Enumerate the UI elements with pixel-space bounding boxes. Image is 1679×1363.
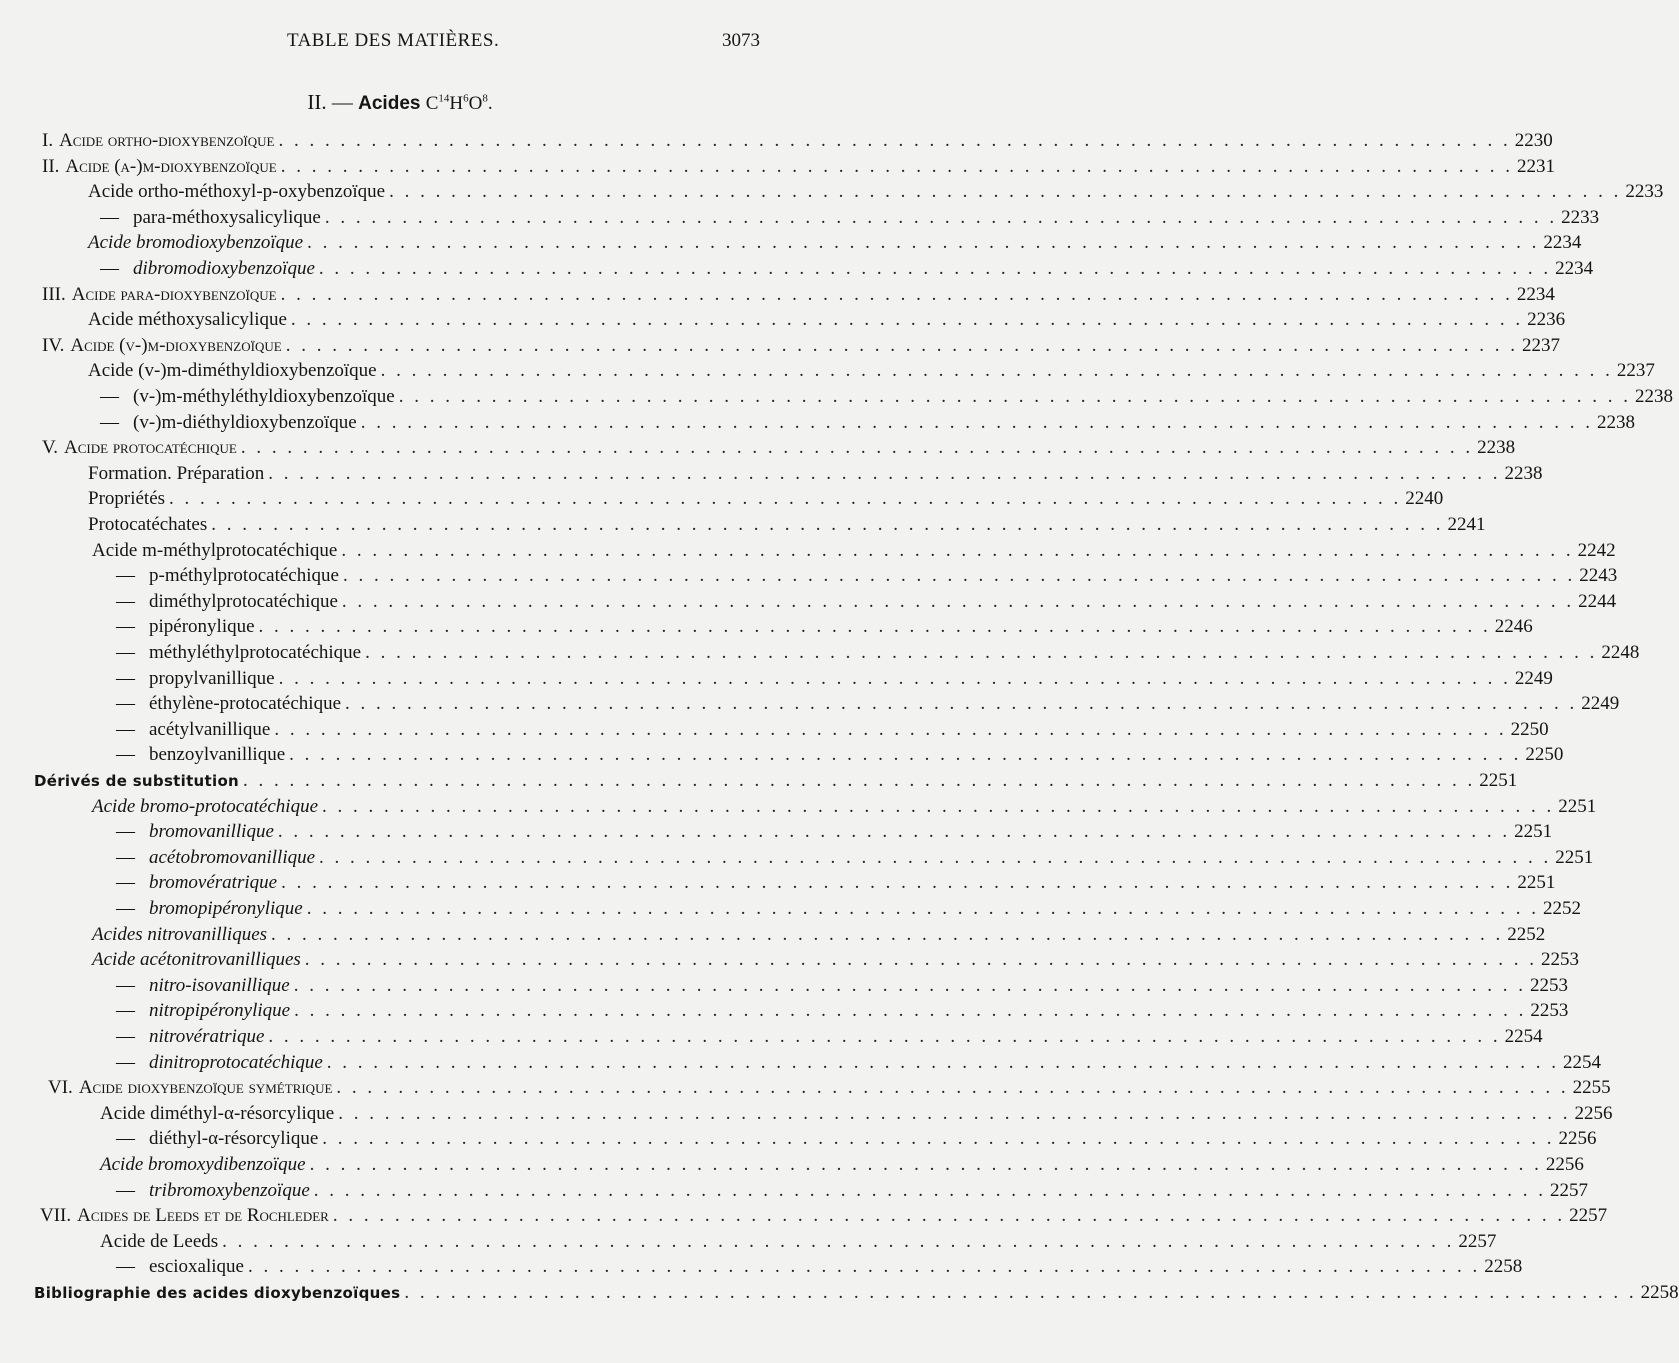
toc-dash: — <box>116 1128 135 1150</box>
toc-page-number: 2237 <box>1521 334 1560 356</box>
toc-entry <box>42 283 1555 310</box>
toc-roman-numeral: V. <box>42 437 59 459</box>
dot-leader: . . . . . . . . . . . . . . . . . . . . . . . . . . . . . . . . . . . . . . . . . . . . . . . . . . . . . . . . . . . . . . . . . . . . . . . . . . . . . . . . <box>341 539 1574 561</box>
toc-entry-title: Acide acétonitrovanilliques <box>92 949 301 971</box>
dot-leader: . . . . . . . . . . . . . . . . . . . . . . . . . . . . . . . . . . . . . . . . . . . . . . . . . . . . . . . . . . . . . . . . . . . . . . . . . . . . . . . . <box>290 309 1524 331</box>
toc-entry <box>88 462 1543 489</box>
toc-entry-title: Acide (a-)m-dioxybenzoïque <box>65 155 277 177</box>
toc-entry <box>40 1205 1608 1231</box>
toc-roman-numeral: IV. <box>42 334 65 356</box>
toc-page-number: 2243 <box>1579 565 1618 587</box>
toc-entry <box>116 642 1640 668</box>
toc-dash: — <box>116 1000 135 1022</box>
toc-entry-title: Acide (v-)m-diméthyldioxybenzoïque <box>88 360 377 382</box>
toc-entry <box>88 181 1664 207</box>
toc-entry-title: (v-)m-diéthyldioxybenzoïque <box>133 411 357 433</box>
section-heading <box>0 90 800 115</box>
toc-entry <box>34 1282 1679 1308</box>
dot-leader: . . . . . . . . . . . . . . . . . . . . . . . . . . . . . . . . . . . . . . . . . . . . . . . . . . . . . . . . . . . . . . . . . . . . . . . . . . . . . . . . <box>380 360 1613 382</box>
toc-page-number: 2234 <box>1543 232 1582 254</box>
toc-entry <box>116 744 1564 770</box>
toc-page-number: 2246 <box>1494 616 1533 638</box>
toc-entry-title: Acides nitrovanilliques <box>92 923 268 945</box>
toc-dash: — <box>116 872 135 894</box>
toc-entry-title: éthylène-protocatéchique <box>149 693 342 715</box>
toc-page-number: 2233 <box>1561 206 1600 228</box>
dot-leader: . . . . . . . . . . . . . . . . . . . . . . . . . . . . . . . . . . . . . . . . . . . . . . . . . . . . . . . . . . . . . . . . . . . . . . . . . . . . . . . . <box>322 795 1555 817</box>
toc-roman-numeral: I. <box>42 130 54 151</box>
toc-entry-title: bromovanillique <box>149 821 274 843</box>
toc-entry <box>116 1026 1543 1052</box>
toc-entry-title: Acide bromoxydibenzoïque <box>100 1154 306 1175</box>
toc-roman-numeral: VII. <box>40 1205 72 1227</box>
section-label: Acides <box>358 93 421 114</box>
toc-page-number: 2255 <box>1572 1077 1611 1099</box>
toc-dash: — <box>116 898 135 919</box>
toc-entry-title: bromopipéronylique <box>149 898 303 919</box>
toc-entry <box>92 795 1597 822</box>
toc-entry-title: benzoylvanillique <box>149 744 286 766</box>
dot-leader: . . . . . . . . . . . . . . . . . . . . . . . . . . . . . . . . . . . . . . . . . . . . . . . . . . . . . . . . . . . . . . . . . . . . . . . . . . . . . . . . <box>169 488 1402 510</box>
toc-entry-title: Formation. Préparation <box>88 462 265 484</box>
toc-entry-title: Acide de Leeds <box>100 1230 219 1252</box>
toc-page-number: 2237 <box>1616 360 1655 382</box>
dot-leader: . . . . . . . . . . . . . . . . . . . . . . . . . . . . . . . . . . . . . . . . . . . . . . . . . . . . . . . . . . . . . . . . . . . . . . . . . . . . . . . . <box>338 1102 1571 1124</box>
toc-entry-title: Acide m-méthylprotocatéchique <box>92 539 338 561</box>
dot-leader: . . . . . . . . . . . . . . . . . . . . . . . . . . . . . . . . . . . . . . . . . . . . . . . . . . . . . . . . . . . . . . . . . . . . . . . . . . . . . . . . <box>278 130 1511 151</box>
toc-entry <box>88 514 1486 540</box>
dot-leader: . . . . . . . . . . . . . . . . . . . . . . . . . . . . . . . . . . . . . . . . . . . . . . . . . . . . . . . . . . . . . . . . . . . . . . . . . . . . . . . . <box>268 1026 1501 1047</box>
toc-entry-title: escioxalique <box>149 1256 244 1278</box>
toc-entry <box>116 590 1617 617</box>
dot-leader: . . . . . . . . . . . . . . . . . . . . . . . . . . . . . . . . . . . . . . . . . . . . . . . . . . . . . . . . . . . . . . . . . . . . . . . . . . . . . . . . <box>293 974 1526 996</box>
toc-entry <box>100 411 1635 438</box>
toc-entry-title: Acide (v-)m-dioxybenzoïque <box>70 334 282 356</box>
toc-roman-numeral: VI. <box>48 1077 73 1099</box>
toc-dash: — <box>116 1026 135 1047</box>
toc-entry-title: Protocatéchates <box>88 514 208 535</box>
toc-page-number: 2250 <box>1525 744 1564 766</box>
toc-entry <box>116 1000 1569 1026</box>
running-title: TABLE DES MATIÈRES. <box>287 30 500 51</box>
dot-leader: . . . . . . . . . . . . . . . . . . . . . . . . . . . . . . . . . . . . . . . . . . . . . . . . . . . . . . . . . . . . . . . . . . . . . . . . . . . . . . . . <box>274 718 1507 740</box>
toc-entry <box>116 1128 1597 1154</box>
toc-page-number: 2251 <box>1514 821 1553 843</box>
toc-page-number: 2248 <box>1601 642 1640 663</box>
toc-page-number: 2251 <box>1558 795 1597 817</box>
toc-entry <box>42 130 1553 156</box>
toc-entry <box>88 360 1655 386</box>
toc-page-number: 2238 <box>1596 411 1635 433</box>
dot-leader: . . . . . . . . . . . . . . . . . . . . . . . . . . . . . . . . . . . . . . . . . . . . . . . . . . . . . . . . . . . . . . . . . . . . . . . . . . . . . . . . <box>319 846 1552 868</box>
toc-entry <box>42 155 1555 182</box>
dot-leader: . . . . . . . . . . . . . . . . . . . . . . . . . . . . . . . . . . . . . . . . . . . . . . . . . . . . . . . . . . . . . . . . . . . . . . . . . . . . . . . . <box>280 283 1513 305</box>
toc-entry <box>92 539 1616 566</box>
dot-leader: . . . . . . . . . . . . . . . . . . . . . . . . . . . . . . . . . . . . . . . . . . . . . . . . . . . . . . . . . . . . . . . . . . . . . . . . . . . . . . . . <box>342 565 1576 587</box>
toc-entry-title: Acide protocatéchique <box>64 437 237 459</box>
toc-entry-title: Bibliographie des acides dioxybenzoïques <box>34 1284 401 1302</box>
toc-entry-title: Acides de Leeds et de Rochleder <box>77 1205 329 1227</box>
dot-leader: . . . . . . . . . . . . . . . . . . . . . . . . . . . . . . . . . . . . . . . . . . . . . . . . . . . . . . . . . . . . . . . . . . . . . . . . . . . . . . . . <box>268 462 1501 484</box>
toc-entry <box>100 1230 1497 1257</box>
toc-entry <box>100 1154 1584 1180</box>
toc-dash: — <box>116 642 135 663</box>
toc-entry-title: dinitroprotocatéchique <box>149 1051 323 1073</box>
toc-page-number: 2253 <box>1541 949 1580 971</box>
toc-entry-title: Acide para-dioxybenzoïque <box>71 283 277 305</box>
dot-leader: . . . . . . . . . . . . . . . . . . . . . . . . . . . . . . . . . . . . . . . . . . . . . . . . . . . . . . . . . . . . . . . . . . . . . . . . . . . . . . . . <box>345 693 1578 715</box>
toc-entry <box>116 718 1549 745</box>
toc-dash: — <box>100 386 119 407</box>
toc-entry-title: (v-)m-méthyléthyldioxybenzoïque <box>133 386 395 407</box>
toc-dash: — <box>116 744 135 766</box>
dot-leader: . . . . . . . . . . . . . . . . . . . . . . . . . . . . . . . . . . . . . . . . . . . . . . . . . . . . . . . . . . . . . . . . . . . . . . . . . . . . . . . . <box>243 770 1476 791</box>
dot-leader: . . . . . . . . . . . . . . . . . . . . . . . . . . . . . . . . . . . . . . . . . . . . . . . . . . . . . . . . . . . . . . . . . . . . . . . . . . . . . . . . <box>281 872 1514 894</box>
toc-entry <box>116 693 1620 719</box>
toc-dash: — <box>116 846 135 868</box>
toc-entry <box>116 821 1553 847</box>
toc-page-number: 2240 <box>1405 488 1444 510</box>
dot-leader: . . . . . . . . . . . . . . . . . . . . . . . . . . . . . . . . . . . . . . . . . . . . . . . . . . . . . . . . . . . . . . . . . . . . . . . . . . . . . . . . <box>247 1256 1481 1278</box>
toc-entry-title: nitrovératrique <box>149 1026 265 1047</box>
toc-entry-title: méthyléthylprotocatéchique <box>149 642 362 663</box>
dot-leader: . . . . . . . . . . . . . . . . . . . . . . . . . . . . . . . . . . . . . . . . . . . . . . . . . . . . . . . . . . . . . . . . . . . . . . . . . . . . . . . . <box>332 1205 1566 1227</box>
toc-page-number: 2256 <box>1574 1102 1613 1124</box>
toc-page-number: 2242 <box>1577 539 1616 561</box>
toc-entry <box>116 1256 1523 1282</box>
dot-leader: . . . . . . . . . . . . . . . . . . . . . . . . . . . . . . . . . . . . . . . . . . . . . . . . . . . . . . . . . . . . . . . . . . . . . . . . . . . . . . . . <box>326 1051 1560 1073</box>
toc-page-number: 2236 <box>1527 309 1566 331</box>
toc-dash: — <box>116 821 135 843</box>
toc-entry <box>116 565 1618 591</box>
toc-dash: — <box>116 1256 135 1278</box>
toc-entry-title: propylvanillique <box>149 667 275 689</box>
toc-entry <box>100 1102 1613 1129</box>
toc-entry-title: Propriétés <box>88 488 166 510</box>
toc-entry-title: Acide dioxybenzoïque symétrique <box>78 1077 333 1099</box>
toc-page-number: 2252 <box>1543 898 1581 919</box>
dot-leader: . . . . . . . . . . . . . . . . . . . . . . . . . . . . . . . . . . . . . . . . . . . . . . . . . . . . . . . . . . . . . . . . . . . . . . . . . . . . . . . . <box>289 744 1522 766</box>
toc-page-number: 2257 <box>1569 1205 1608 1227</box>
toc-entry <box>116 616 1533 642</box>
toc-entry-title: dibromodioxybenzoïque <box>133 258 315 279</box>
toc-entry-title: para-méthoxysalicylique <box>133 206 321 228</box>
toc-entry <box>116 898 1581 924</box>
toc-page-number: 2251 <box>1517 872 1556 894</box>
toc-entry <box>100 206 1600 233</box>
toc-page-number: 2257 <box>1550 1179 1589 1201</box>
toc-entry-title: nitro-isovanillique <box>149 974 290 996</box>
toc-entry-title: acétobromovanillique <box>149 846 316 868</box>
running-head <box>0 30 800 54</box>
toc-entry <box>116 846 1594 873</box>
toc-entry-title: diméthylprotocatéchique <box>149 590 338 612</box>
toc-entry <box>88 488 1444 514</box>
toc-dash: — <box>100 258 119 279</box>
toc-page-number: 2238 <box>1477 437 1516 459</box>
dot-leader: . . . . . . . . . . . . . . . . . . . . . . . . . . . . . . . . . . . . . . . . . . . . . . . . . . . . . . . . . . . . . . . . . . . . . . . . . . . . . . . . <box>398 386 1631 407</box>
dot-leader: . . . . . . . . . . . . . . . . . . . . . . . . . . . . . . . . . . . . . . . . . . . . . . . . . . . . . . . . . . . . . . . . . . . . . . . . . . . . . . . . <box>285 334 1518 356</box>
section-numeral: II. — <box>307 90 353 114</box>
toc-page-number: 2256 <box>1558 1128 1597 1150</box>
toc-page-number: 2254 <box>1563 1051 1602 1073</box>
toc-dash: — <box>116 693 135 715</box>
toc-page-number: 2258 <box>1640 1282 1679 1303</box>
toc-entry <box>116 974 1568 1001</box>
dot-leader: . . . . . . . . . . . . . . . . . . . . . . . . . . . . . . . . . . . . . . . . . . . . . . . . . . . . . . . . . . . . . . . . . . . . . . . . . . . . . . . . <box>404 1282 1637 1303</box>
toc-page-number: 2251 <box>1555 846 1594 868</box>
toc-dash: — <box>116 718 135 740</box>
dot-leader: . . . . . . . . . . . . . . . . . . . . . . . . . . . . . . . . . . . . . . . . . . . . . . . . . . . . . . . . . . . . . . . . . . . . . . . . . . . . . . . . <box>240 437 1474 459</box>
section-formula: $C^{14}H^6O^8$. <box>425 92 493 114</box>
toc-roman-numeral: II. <box>42 155 60 177</box>
toc-entry <box>42 334 1560 361</box>
dot-leader: . . . . . . . . . . . . . . . . . . . . . . . . . . . . . . . . . . . . . . . . . . . . . . . . . . . . . . . . . . . . . . . . . . . . . . . . . . . . . . . . <box>307 232 1540 254</box>
toc-entry-title: Acide bromodioxybenzoïque <box>88 232 304 254</box>
dot-leader: . . . . . . . . . . . . . . . . . . . . . . . . . . . . . . . . . . . . . . . . . . . . . . . . . . . . . . . . . . . . . . . . . . . . . . . . . . . . . . . . <box>389 181 1622 203</box>
dot-leader: . . . . . . . . . . . . . . . . . . . . . . . . . . . . . . . . . . . . . . . . . . . . . . . . . . . . . . . . . . . . . . . . . . . . . . . . . . . . . . . . <box>294 1000 1527 1022</box>
toc-dash: — <box>116 1051 135 1073</box>
toc-entry-title: Acide ortho-dioxybenzoïque <box>59 130 275 151</box>
dot-leader: . . . . . . . . . . . . . . . . . . . . . . . . . . . . . . . . . . . . . . . . . . . . . . . . . . . . . . . . . . . . . . . . . . . . . . . . . . . . . . . . <box>258 616 1491 638</box>
toc-entry <box>116 667 1553 694</box>
toc-entry-title: diéthyl-α-résorcylique <box>149 1128 319 1150</box>
dot-leader: . . . . . . . . . . . . . . . . . . . . . . . . . . . . . . . . . . . . . . . . . . . . . . . . . . . . . . . . . . . . . . . . . . . . . . . . . . . . . . . . <box>222 1230 1455 1252</box>
dot-leader: . . . . . . . . . . . . . . . . . . . . . . . . . . . . . . . . . . . . . . . . . . . . . . . . . . . . . . . . . . . . . . . . . . . . . . . . . . . . . . . . <box>324 206 1558 228</box>
toc-page-number: 2230 <box>1514 130 1553 151</box>
dot-leader: . . . . . . . . . . . . . . . . . . . . . . . . . . . . . . . . . . . . . . . . . . . . . . . . . . . . . . . . . . . . . . . . . . . . . . . . . . . . . . . . <box>322 1128 1555 1150</box>
toc-entry <box>100 258 1594 284</box>
toc-page-number: 2251 <box>1479 770 1518 791</box>
dot-leader: . . . . . . . . . . . . . . . . . . . . . . . . . . . . . . . . . . . . . . . . . . . . . . . . . . . . . . . . . . . . . . . . . . . . . . . . . . . . . . . . <box>336 1077 1569 1099</box>
toc-dash: — <box>116 565 135 587</box>
toc-page-number: 2241 <box>1447 514 1486 535</box>
dot-leader: . . . . . . . . . . . . . . . . . . . . . . . . . . . . . . . . . . . . . . . . . . . . . . . . . . . . . . . . . . . . . . . . . . . . . . . . . . . . . . . . <box>304 949 1538 971</box>
toc-page-number: 2231 <box>1516 155 1555 177</box>
toc-page-number: 2258 <box>1484 1256 1523 1278</box>
toc-page-number: 2238 <box>1634 386 1673 407</box>
dot-leader: . . . . . . . . . . . . . . . . . . . . . . . . . . . . . . . . . . . . . . . . . . . . . . . . . . . . . . . . . . . . . . . . . . . . . . . . . . . . . . . . <box>271 923 1504 945</box>
toc-page-number: 2257 <box>1458 1230 1497 1252</box>
toc-page-number: 2234 <box>1516 283 1555 305</box>
toc-dash: — <box>116 1179 135 1201</box>
toc-page-number: 2233 <box>1625 181 1664 203</box>
dot-leader: . . . . . . . . . . . . . . . . . . . . . . . . . . . . . . . . . . . . . . . . . . . . . . . . . . . . . . . . . . . . . . . . . . . . . . . . . . . . . . . . <box>211 514 1444 535</box>
toc-entry-title: pipéronylique <box>149 616 255 638</box>
toc-entry-title: acétylvanillique <box>149 718 271 740</box>
toc-entry <box>116 1051 1602 1078</box>
toc-dash: — <box>116 667 135 689</box>
toc-page-number: 2253 <box>1529 974 1568 996</box>
toc-entry <box>116 872 1556 898</box>
toc-entry <box>92 949 1580 975</box>
toc-entry-title: p-méthylprotocatéchique <box>149 565 339 587</box>
toc-entry <box>34 770 1518 796</box>
toc-entry <box>92 923 1546 950</box>
toc-entry <box>116 1179 1589 1206</box>
toc-entry <box>48 1077 1611 1103</box>
dot-leader: . . . . . . . . . . . . . . . . . . . . . . . . . . . . . . . . . . . . . . . . . . . . . . . . . . . . . . . . . . . . . . . . . . . . . . . . . . . . . . . . <box>313 1179 1547 1201</box>
toc-entry-title: nitropipéronylique <box>149 1000 291 1022</box>
toc-entry <box>100 386 1673 412</box>
toc-page-number: 2256 <box>1545 1154 1584 1175</box>
toc-page-number: 2238 <box>1504 462 1543 484</box>
toc-entry-title: Acide méthoxysalicylique <box>88 309 287 331</box>
dot-leader: . . . . . . . . . . . . . . . . . . . . . . . . . . . . . . . . . . . . . . . . . . . . . . . . . . . . . . . . . . . . . . . . . . . . . . . . . . . . . . . . <box>280 155 1513 177</box>
toc-entry <box>42 437 1516 463</box>
toc-entry <box>88 309 1566 335</box>
toc-page-number: 2254 <box>1504 1026 1543 1047</box>
dot-leader: . . . . . . . . . . . . . . . . . . . . . . . . . . . . . . . . . . . . . . . . . . . . . . . . . . . . . . . . . . . . . . . . . . . . . . . . . . . . . . . . <box>341 590 1575 612</box>
toc-dash: — <box>116 616 135 638</box>
toc-entry <box>88 232 1582 258</box>
toc-roman-numeral: III. <box>42 283 66 305</box>
dot-leader: . . . . . . . . . . . . . . . . . . . . . . . . . . . . . . . . . . . . . . . . . . . . . . . . . . . . . . . . . . . . . . . . . . . . . . . . . . . . . . . . <box>309 1154 1542 1175</box>
toc-entry-title: tribromoxybenzoïque <box>149 1179 310 1201</box>
page-number: 3073 <box>722 30 760 51</box>
toc-page-number: 2253 <box>1530 1000 1569 1022</box>
toc-dash: — <box>100 206 119 228</box>
dot-leader: . . . . . . . . . . . . . . . . . . . . . . . . . . . . . . . . . . . . . . . . . . . . . . . . . . . . . . . . . . . . . . . . . . . . . . . . . . . . . . . . <box>318 258 1552 279</box>
toc-page-number: 2249 <box>1514 667 1553 689</box>
toc-entry-title: Acide bromo-protocatéchique <box>92 795 318 817</box>
toc-entry-title: Acide ortho-méthoxyl-p-oxybenzoïque <box>88 181 386 203</box>
toc-page-number: 2250 <box>1510 718 1549 740</box>
toc-page-number: 2234 <box>1555 258 1594 279</box>
toc-entry-title: bromovératrique <box>149 872 278 894</box>
dot-leader: . . . . . . . . . . . . . . . . . . . . . . . . . . . . . . . . . . . . . . . . . . . . . . . . . . . . . . . . . . . . . . . . . . . . . . . . . . . . . . . . <box>306 898 1539 919</box>
toc-dash: — <box>116 974 135 996</box>
toc-page-number: 2252 <box>1507 923 1546 945</box>
dot-leader: . . . . . . . . . . . . . . . . . . . . . . . . . . . . . . . . . . . . . . . . . . . . . . . . . . . . . . . . . . . . . . . . . . . . . . . . . . . . . . . . <box>277 821 1511 843</box>
toc-dash: — <box>116 590 135 612</box>
toc-page-number: 2244 <box>1578 590 1617 612</box>
toc-entry-title: Acide diméthyl-α-résorcylique <box>100 1102 335 1124</box>
dot-leader: . . . . . . . . . . . . . . . . . . . . . . . . . . . . . . . . . . . . . . . . . . . . . . . . . . . . . . . . . . . . . . . . . . . . . . . . . . . . . . . . <box>360 411 1593 433</box>
toc-dash: — <box>100 411 119 433</box>
toc-entry-title: Dérivés de substitution <box>34 772 240 790</box>
dot-leader: . . . . . . . . . . . . . . . . . . . . . . . . . . . . . . . . . . . . . . . . . . . . . . . . . . . . . . . . . . . . . . . . . . . . . . . . . . . . . . . . <box>278 667 1511 689</box>
dot-leader: . . . . . . . . . . . . . . . . . . . . . . . . . . . . . . . . . . . . . . . . . . . . . . . . . . . . . . . . . . . . . . . . . . . . . . . . . . . . . . . . <box>365 642 1598 663</box>
toc-page-number: 2249 <box>1581 693 1620 715</box>
